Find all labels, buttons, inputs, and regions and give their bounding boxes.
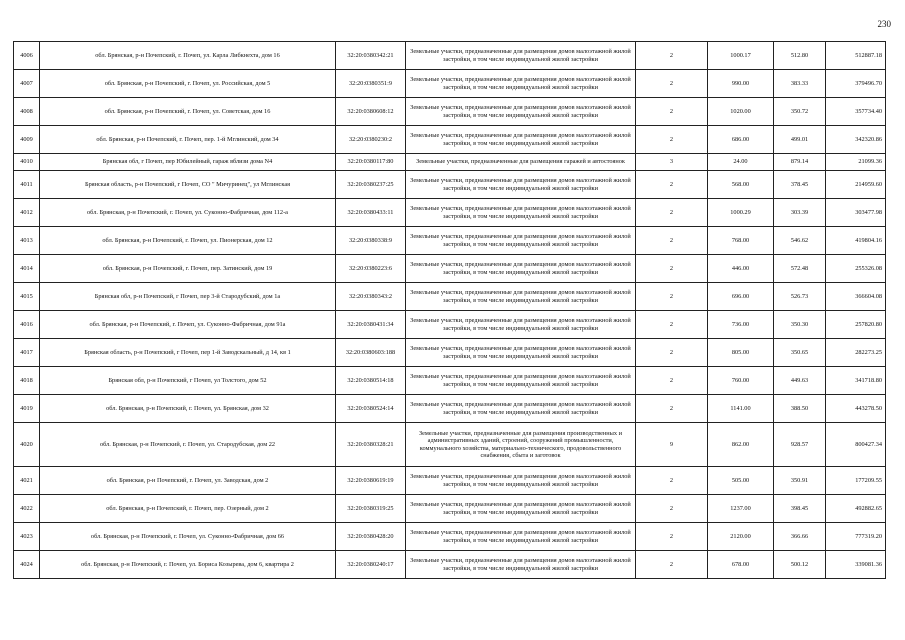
row-specific-value: 366.66 xyxy=(774,523,826,551)
table-row xyxy=(14,311,886,339)
row-specific-value: 449.63 xyxy=(774,367,826,395)
row-number: 4019 xyxy=(14,395,40,423)
row-cadastral-value: 21099.36 xyxy=(826,154,886,171)
table-row xyxy=(14,98,886,126)
row-area: 678.00 xyxy=(708,551,774,579)
row-area: 24.00 xyxy=(708,154,774,171)
row-use-group: 3 xyxy=(636,154,708,171)
row-cadastral-value: 282273.25 xyxy=(826,339,886,367)
row-cadastral-value: 777319.20 xyxy=(826,523,886,551)
row-number: 4016 xyxy=(14,311,40,339)
row-specific-value: 350.91 xyxy=(774,467,826,495)
row-address: обл. Брянская, р-н Почепский, г. Почеп, пер. 1-й Мглинский, дом 34 xyxy=(40,126,336,154)
row-permitted-use: Земельные участки, предназначенные для размещения домов малоэтажной жилой застройки, в том числе индивидуальной жилой застройки xyxy=(406,227,636,255)
row-address: обл. Брянская, р-н Почепский, г. Почеп, ул. Советская, дом 16 xyxy=(40,98,336,126)
row-permitted-use: Земельные участки, предназначенные для размещения домов малоэтажной жилой застройки, в том числе индивидуальной жилой застройки xyxy=(406,495,636,523)
row-use-group: 2 xyxy=(636,255,708,283)
table-row xyxy=(14,199,886,227)
row-address: Брянская область, р-н Почепский, г Почеп, СО " Мичуринец", ул Мглинская xyxy=(40,171,336,199)
row-cadastral-value: 339081.36 xyxy=(826,551,886,579)
row-use-group: 2 xyxy=(636,551,708,579)
row-address: обл. Брянская, р-н Почепский, г. Почеп, ул. Бориса Козырева, дом 6, квартира 2 xyxy=(40,551,336,579)
row-use-group: 2 xyxy=(636,199,708,227)
row-area: 686.00 xyxy=(708,126,774,154)
row-specific-value: 546.62 xyxy=(774,227,826,255)
row-permitted-use: Земельные участки, предназначенные для размещения домов малоэтажной жилой застройки, в том числе индивидуальной жилой застройки xyxy=(406,523,636,551)
row-permitted-use: Земельные участки, предназначенные для размещения домов малоэтажной жилой застройки, в том числе индивидуальной жилой застройки xyxy=(406,311,636,339)
row-number: 4007 xyxy=(14,70,40,98)
row-cadastral-value: 366604.08 xyxy=(826,283,886,311)
table-row xyxy=(14,339,886,367)
row-use-group: 2 xyxy=(636,339,708,367)
row-number: 4018 xyxy=(14,367,40,395)
row-specific-value: 388.50 xyxy=(774,395,826,423)
row-area: 1000.29 xyxy=(708,199,774,227)
row-cadastral-number: 32:20:0380619:19 xyxy=(336,467,406,495)
row-address: обл. Брянская, р-н Почепский, г. Почеп, ул. Пионерская, дом 12 xyxy=(40,227,336,255)
row-cadastral-value: 800427.34 xyxy=(826,423,886,467)
row-use-group: 2 xyxy=(636,98,708,126)
row-cadastral-number: 32:20:0380223:6 xyxy=(336,255,406,283)
row-cadastral-number: 32:20:0380514:18 xyxy=(336,367,406,395)
row-use-group: 2 xyxy=(636,42,708,70)
row-cadastral-value: 214959.60 xyxy=(826,171,886,199)
row-specific-value: 500.12 xyxy=(774,551,826,579)
row-permitted-use: Земельные участки, предназначенные для размещения домов малоэтажной жилой застройки, в том числе индивидуальной жилой застройки xyxy=(406,339,636,367)
table-row xyxy=(14,551,886,579)
row-permitted-use: Земельные участки, предназначенные для размещения домов малоэтажной жилой застройки, в том числе индивидуальной жилой застройки xyxy=(406,42,636,70)
row-specific-value: 350.65 xyxy=(774,339,826,367)
row-cadastral-value: 177209.55 xyxy=(826,467,886,495)
row-cadastral-number: 32:20:0380230:2 xyxy=(336,126,406,154)
row-area: 805.00 xyxy=(708,339,774,367)
row-number: 4006 xyxy=(14,42,40,70)
row-area: 990.00 xyxy=(708,70,774,98)
row-use-group: 2 xyxy=(636,311,708,339)
table-row xyxy=(14,126,886,154)
row-cadastral-value: 419804.16 xyxy=(826,227,886,255)
row-specific-value: 499.01 xyxy=(774,126,826,154)
table-body xyxy=(14,42,886,579)
table-row xyxy=(14,495,886,523)
table-row xyxy=(14,283,886,311)
table-row xyxy=(14,227,886,255)
row-cadastral-number: 32:20:0380603:188 xyxy=(336,339,406,367)
row-cadastral-value: 257820.80 xyxy=(826,311,886,339)
row-specific-value: 350.72 xyxy=(774,98,826,126)
row-address: обл. Брянская, р-н Почепский, г. Почеп, ул. Брянская, дом 32 xyxy=(40,395,336,423)
row-permitted-use: Земельные участки, предназначенные для размещения производственных и административных зданий, строений, сооружений промышленности, коммунального хозяйства, материально-технического, продовольственного снабжения, сбыта и заготовок xyxy=(406,423,636,467)
row-cadastral-value: 303477.98 xyxy=(826,199,886,227)
row-permitted-use: Земельные участки, предназначенные для размещения гаражей и автостоянок xyxy=(406,154,636,171)
table-row xyxy=(14,255,886,283)
row-cadastral-number: 32:20:0380319:25 xyxy=(336,495,406,523)
row-number: 4009 xyxy=(14,126,40,154)
row-number: 4022 xyxy=(14,495,40,523)
row-address: обл. Брянская, р-н Почепский, г. Почеп, пер. Затинский, дом 19 xyxy=(40,255,336,283)
row-cadastral-value: 341718.80 xyxy=(826,367,886,395)
row-use-group: 2 xyxy=(636,126,708,154)
row-specific-value: 512.80 xyxy=(774,42,826,70)
table-row xyxy=(14,467,886,495)
table-row xyxy=(14,42,886,70)
row-permitted-use: Земельные участки, предназначенные для размещения домов малоэтажной жилой застройки, в том числе индивидуальной жилой застройки xyxy=(406,367,636,395)
row-cadastral-number: 32:20:0380117:80 xyxy=(336,154,406,171)
row-address: обл. Брянская, р-н Почепский, г. Почеп, пер. Озерный, дом 2 xyxy=(40,495,336,523)
row-number: 4024 xyxy=(14,551,40,579)
row-specific-value: 928.57 xyxy=(774,423,826,467)
row-number: 4015 xyxy=(14,283,40,311)
row-specific-value: 879.14 xyxy=(774,154,826,171)
row-area: 736.00 xyxy=(708,311,774,339)
row-address: обл. Брянская, р-н Почепский, г. Почеп, ул. Суконно-Фабричная, дом 91а xyxy=(40,311,336,339)
row-permitted-use: Земельные участки, предназначенные для размещения домов малоэтажной жилой застройки, в том числе индивидуальной жилой застройки xyxy=(406,126,636,154)
row-area: 1237.00 xyxy=(708,495,774,523)
row-cadastral-value: 342320.86 xyxy=(826,126,886,154)
row-area: 696.00 xyxy=(708,283,774,311)
row-number: 4020 xyxy=(14,423,40,467)
row-cadastral-number: 32:20:0380524:14 xyxy=(336,395,406,423)
row-specific-value: 526.73 xyxy=(774,283,826,311)
table-row xyxy=(14,423,886,467)
land-registry-table xyxy=(13,41,886,579)
row-number: 4021 xyxy=(14,467,40,495)
row-specific-value: 383.33 xyxy=(774,70,826,98)
row-cadastral-number: 32:20:0380328:21 xyxy=(336,423,406,467)
row-specific-value: 350.30 xyxy=(774,311,826,339)
row-area: 568.00 xyxy=(708,171,774,199)
row-area: 768.00 xyxy=(708,227,774,255)
table-row xyxy=(14,523,886,551)
row-number: 4013 xyxy=(14,227,40,255)
row-permitted-use: Земельные участки, предназначенные для размещения домов малоэтажной жилой застройки, в том числе индивидуальной жилой застройки xyxy=(406,199,636,227)
row-address: обл. Брянская, р-н Почепский, г. Почеп, ул. Суконно-Фабричная, дом 66 xyxy=(40,523,336,551)
row-address: Брянская обл, р-н Почепский, г Почеп, ул Толстого, дом 52 xyxy=(40,367,336,395)
row-area: 446.00 xyxy=(708,255,774,283)
row-use-group: 2 xyxy=(636,227,708,255)
row-address: Брянская обл, г Почеп, пер Юбилейный, гараж вблизи дома N4 xyxy=(40,154,336,171)
row-cadastral-value: 492882.65 xyxy=(826,495,886,523)
table-row xyxy=(14,70,886,98)
row-specific-value: 378.45 xyxy=(774,171,826,199)
row-permitted-use: Земельные участки, предназначенные для размещения домов малоэтажной жилой застройки, в том числе индивидуальной жилой застройки xyxy=(406,98,636,126)
row-cadastral-number: 32:20:0380338:9 xyxy=(336,227,406,255)
row-address: обл. Брянская, р-н Почепский, г. Почеп, ул. Суконно-Фабричная, дом 112-а xyxy=(40,199,336,227)
row-permitted-use: Земельные участки, предназначенные для размещения домов малоэтажной жилой застройки, в том числе индивидуальной жилой застройки xyxy=(406,395,636,423)
row-address: Брянская область, р-н Почепский, г Почеп, пер 1-й Заводскальный, д 14, кв 1 xyxy=(40,339,336,367)
row-use-group: 2 xyxy=(636,70,708,98)
row-use-group: 2 xyxy=(636,495,708,523)
row-number: 4011 xyxy=(14,171,40,199)
row-area: 1141.00 xyxy=(708,395,774,423)
row-permitted-use: Земельные участки, предназначенные для размещения домов малоэтажной жилой застройки, в том числе индивидуальной жилой застройки xyxy=(406,551,636,579)
row-number: 4014 xyxy=(14,255,40,283)
row-permitted-use: Земельные участки, предназначенные для размещения домов малоэтажной жилой застройки, в том числе индивидуальной жилой застройки xyxy=(406,467,636,495)
row-area: 1000.17 xyxy=(708,42,774,70)
row-cadastral-number: 32:20:0380240:17 xyxy=(336,551,406,579)
row-cadastral-number: 32:20:0380342:21 xyxy=(336,42,406,70)
row-cadastral-number: 32:20:0380433:11 xyxy=(336,199,406,227)
table-row xyxy=(14,171,886,199)
row-area: 760.00 xyxy=(708,367,774,395)
row-number: 4010 xyxy=(14,154,40,171)
row-use-group: 2 xyxy=(636,523,708,551)
row-use-group: 9 xyxy=(636,423,708,467)
row-area: 505.00 xyxy=(708,467,774,495)
row-specific-value: 398.45 xyxy=(774,495,826,523)
table-row xyxy=(14,367,886,395)
row-permitted-use: Земельные участки, предназначенные для размещения домов малоэтажной жилой застройки, в том числе индивидуальной жилой застройки xyxy=(406,70,636,98)
row-use-group: 2 xyxy=(636,467,708,495)
row-specific-value: 303.39 xyxy=(774,199,826,227)
row-area: 862.00 xyxy=(708,423,774,467)
row-permitted-use: Земельные участки, предназначенные для размещения домов малоэтажной жилой застройки, в том числе индивидуальной жилой застройки xyxy=(406,283,636,311)
row-cadastral-value: 443278.50 xyxy=(826,395,886,423)
row-cadastral-number: 32:20:0380351:9 xyxy=(336,70,406,98)
row-specific-value: 572.48 xyxy=(774,255,826,283)
row-address: обл. Брянская, р-н Почепский, г. Почеп, ул. Заводская, дом 2 xyxy=(40,467,336,495)
row-cadastral-number: 32:20:0380343:2 xyxy=(336,283,406,311)
row-address: обл. Брянская, р-н Почепский, г. Почеп, ул. Карла Либкнехта, дом 16 xyxy=(40,42,336,70)
row-cadastral-value: 512887.18 xyxy=(826,42,886,70)
row-number: 4017 xyxy=(14,339,40,367)
row-use-group: 2 xyxy=(636,171,708,199)
row-cadastral-value: 357734.40 xyxy=(826,98,886,126)
row-address: Брянская обл, р-н Почепский, г Почеп, пер 3-й Стародубский, дом 1а xyxy=(40,283,336,311)
row-address: обл. Брянская, р-н Почепский, г. Почеп, ул. Российская, дом 5 xyxy=(40,70,336,98)
row-cadastral-number: 32:20:0380428:20 xyxy=(336,523,406,551)
row-cadastral-value: 255326.08 xyxy=(826,255,886,283)
row-number: 4012 xyxy=(14,199,40,227)
page-number: 230 xyxy=(877,19,891,29)
row-permitted-use: Земельные участки, предназначенные для размещения домов малоэтажной жилой застройки, в том числе индивидуальной жилой застройки xyxy=(406,255,636,283)
row-number: 4023 xyxy=(14,523,40,551)
row-cadastral-value: 379496.70 xyxy=(826,70,886,98)
row-area: 2120.00 xyxy=(708,523,774,551)
table-row xyxy=(14,154,886,171)
row-cadastral-number: 32:20:0380431:34 xyxy=(336,311,406,339)
table-row xyxy=(14,395,886,423)
row-number: 4008 xyxy=(14,98,40,126)
row-use-group: 2 xyxy=(636,367,708,395)
row-cadastral-number: 32:20:0380237:25 xyxy=(336,171,406,199)
row-cadastral-number: 32:20:0380608:12 xyxy=(336,98,406,126)
row-area: 1020.00 xyxy=(708,98,774,126)
row-address: обл. Брянская, р-н Почепский, г. Почеп, ул. Стародубская, дом 22 xyxy=(40,423,336,467)
row-use-group: 2 xyxy=(636,395,708,423)
row-permitted-use: Земельные участки, предназначенные для размещения домов малоэтажной жилой застройки, в том числе индивидуальной жилой застройки xyxy=(406,171,636,199)
row-use-group: 2 xyxy=(636,283,708,311)
